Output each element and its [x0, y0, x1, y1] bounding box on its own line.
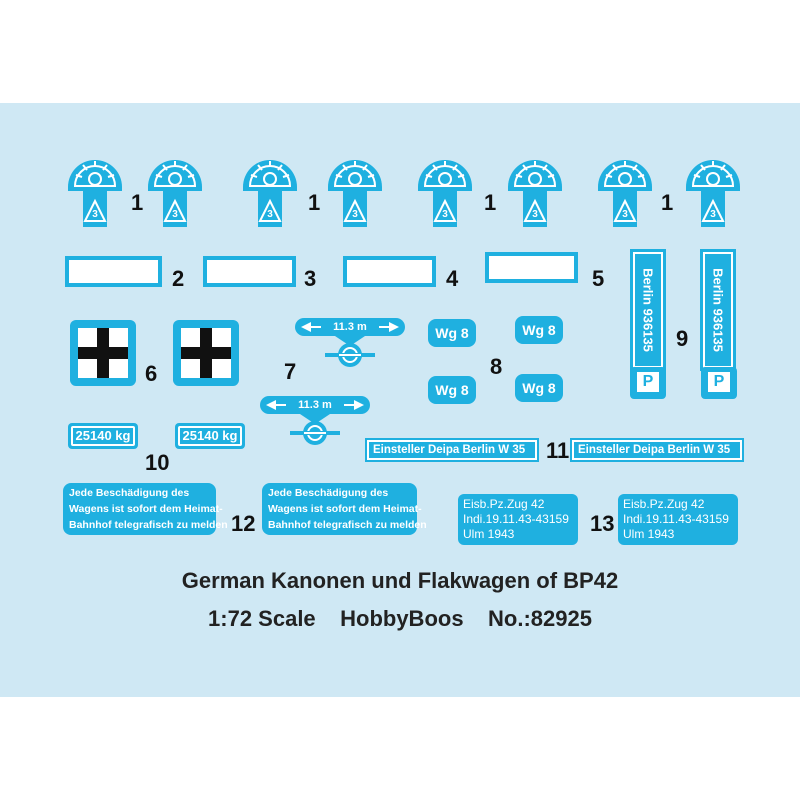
notice-line: Wagens ist sofort dem Heimat- [268, 503, 422, 515]
eisb-line: Ulm 1943 [463, 527, 515, 541]
weight-label-decal [68, 423, 138, 449]
berlin-label-text: Berlin 936135 [640, 268, 656, 352]
decal-number-5: 5 [592, 266, 605, 291]
eisb-line: Indi.19.11.43-43159 [463, 512, 569, 526]
white-stripe-decal [203, 256, 296, 287]
white-stripe-decal [65, 256, 162, 287]
decal-number-4: 4 [446, 266, 459, 291]
decal-number-1: 1 [661, 190, 674, 215]
balkenkreuz-icon [70, 320, 136, 386]
dimension-text: 11.3 m [298, 399, 332, 411]
eisb-label-decal [618, 494, 738, 545]
einsteller-label-decal: Einsteller Deipa Berlin W 35 [367, 440, 537, 460]
decal-number-1: 1 [131, 190, 144, 215]
weight-label-text: 25140 kg [71, 426, 135, 446]
notice-line: Jede Beschädigung des [268, 487, 389, 499]
notice-line: Wagens ist sofort dem Heimat- [69, 503, 223, 515]
decal-number-1: 1 [484, 190, 497, 215]
decal-number-8: 8 [490, 354, 503, 379]
decal-number-10: 10 [145, 450, 170, 475]
decal-number-6: 6 [145, 361, 158, 386]
decal-number-12: 12 [231, 511, 256, 536]
p-marker-decal [701, 367, 737, 399]
notice-line: Bahnhof telegrafisch zu melden [268, 519, 427, 531]
dimension-text: 11.3 m [333, 321, 367, 333]
sheet-title: German Kanonen und Flakwagen of BP42 [181, 568, 619, 593]
train-emblem-icon [683, 157, 743, 229]
wg-label-decal: Wg 8 [428, 319, 476, 347]
train-emblem-icon [145, 157, 205, 229]
eisb-line: Eisb.Pz.Zug 42 [623, 497, 705, 511]
eisb-line: Ulm 1943 [623, 527, 675, 541]
train-emblem-icon [65, 157, 125, 229]
train-emblem-icon [325, 157, 385, 229]
berlin-label-decal [703, 252, 733, 368]
wg-label-decal: Wg 8 [428, 376, 476, 404]
p-marker-text: P [708, 372, 730, 392]
sheet-subtitle: 1:72 Scale HobbyBoos No.:82925 [208, 606, 592, 631]
train-emblem-icon [240, 157, 300, 229]
decal-number-11: 11 [546, 438, 570, 463]
notice-line: Jede Beschädigung des [69, 487, 190, 499]
berlin-label-decal [633, 252, 663, 368]
eisb-label-decal [458, 494, 578, 545]
decal-number-2: 2 [172, 266, 185, 291]
wg-label-decal: Wg 8 [515, 316, 563, 344]
berlin-label-text: Berlin 936135 [710, 268, 726, 352]
train-emblem-icon [595, 157, 655, 229]
weight-label-decal [175, 423, 245, 449]
eisb-line: Indi.19.11.43-43159 [623, 512, 729, 526]
decal-number-3: 3 [304, 266, 317, 291]
eisb-line: Eisb.Pz.Zug 42 [463, 497, 545, 511]
decal-number-1: 1 [308, 190, 321, 215]
p-marker-decal [630, 367, 666, 399]
notice-line: Bahnhof telegrafisch zu melden [69, 519, 228, 531]
notice-decal [262, 483, 427, 535]
p-marker-text: P [637, 372, 659, 392]
train-emblem-icon [505, 157, 565, 229]
decal-number-9: 9 [676, 326, 689, 351]
decal-number-13: 13 [590, 511, 615, 536]
einsteller-label-decal: Einsteller Deipa Berlin W 35 [572, 440, 742, 460]
notice-decal [63, 483, 228, 535]
weight-label-text: 25140 kg [178, 426, 242, 446]
white-stripe-decal [485, 252, 578, 283]
balkenkreuz-icon [173, 320, 239, 386]
decal-number-7: 7 [284, 359, 297, 384]
train-emblem-icon [415, 157, 475, 229]
wg-label-decal: Wg 8 [515, 374, 563, 402]
white-stripe-decal [343, 256, 436, 287]
